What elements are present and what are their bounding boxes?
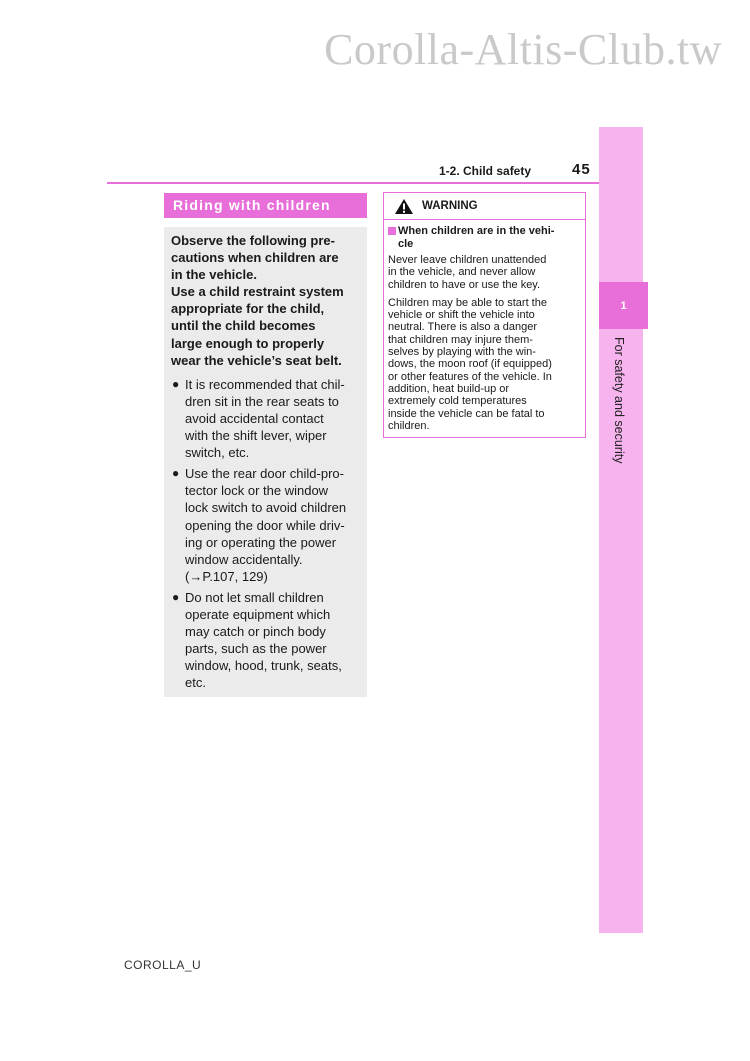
- list-item: ● Use the rear door child-pro- tector lock or the window lock switch to avoid children opening the door while driv- ing or operating the power window accidentally. (→P.107, 129): [172, 466, 347, 584]
- intro-text: Observe the following pre- cautions when children are in the vehicle. Use a child restraint system appropriate for the child, until the child becomes large enough to properly wear the vehicle’s seat belt.: [171, 233, 344, 368]
- list-item: ● It is recommended that chil- dren sit in the rear seats to avoid accidental contact with the shift lever, wiper switch, etc.: [172, 376, 345, 461]
- page-reference-link[interactable]: (→P.107, 129): [185, 568, 268, 584]
- section-header: 1-2. Child safety: [439, 164, 532, 178]
- warning-subheading: When children are in the vehi- cle: [388, 225, 579, 250]
- chapter-title: For safety and security: [612, 337, 626, 464]
- warning-paragraph: Never leave children unattended in the vehicle, and never allow children to have or use the key.: [388, 254, 547, 291]
- warning-label: WARNING: [422, 200, 478, 212]
- precaution-list: [171, 376, 361, 692]
- bullet-icon: ●: [172, 589, 180, 604]
- square-bullet-icon: [388, 227, 396, 235]
- watermark-text: Corolla-Altis-Club.tw: [324, 25, 722, 74]
- bullet-icon: ●: [172, 466, 180, 481]
- page-number: 45: [572, 161, 591, 178]
- list-item: ● Do not let small children operate equipment which may catch or pinch body parts, such as the power window, hood, trunk, seats, etc.: [172, 589, 342, 691]
- warning-header: [384, 193, 585, 220]
- warning-triangle-icon: [394, 198, 414, 215]
- bullet-icon: ●: [172, 376, 180, 391]
- section-title: Riding with children: [164, 193, 367, 218]
- warning-box: [383, 192, 586, 438]
- chapter-side-strip: [599, 127, 643, 933]
- header-divider: [107, 182, 599, 184]
- warning-body: [384, 220, 585, 432]
- precautions-box: [164, 227, 367, 697]
- chapter-tab-number[interactable]: 1: [599, 282, 648, 329]
- warning-paragraph: Children may be able to start the vehicle or shift the vehicle into neutral. There is also a danger that children may injure them- selves by playing with the win- dows, the moon roof (if equipped) or other features of the vehicle. In addition, heat build-up or extremely cold temperatures inside the vehicle can be fatal to children.: [388, 296, 552, 432]
- footer-model-code: COROLLA_U: [124, 958, 202, 972]
